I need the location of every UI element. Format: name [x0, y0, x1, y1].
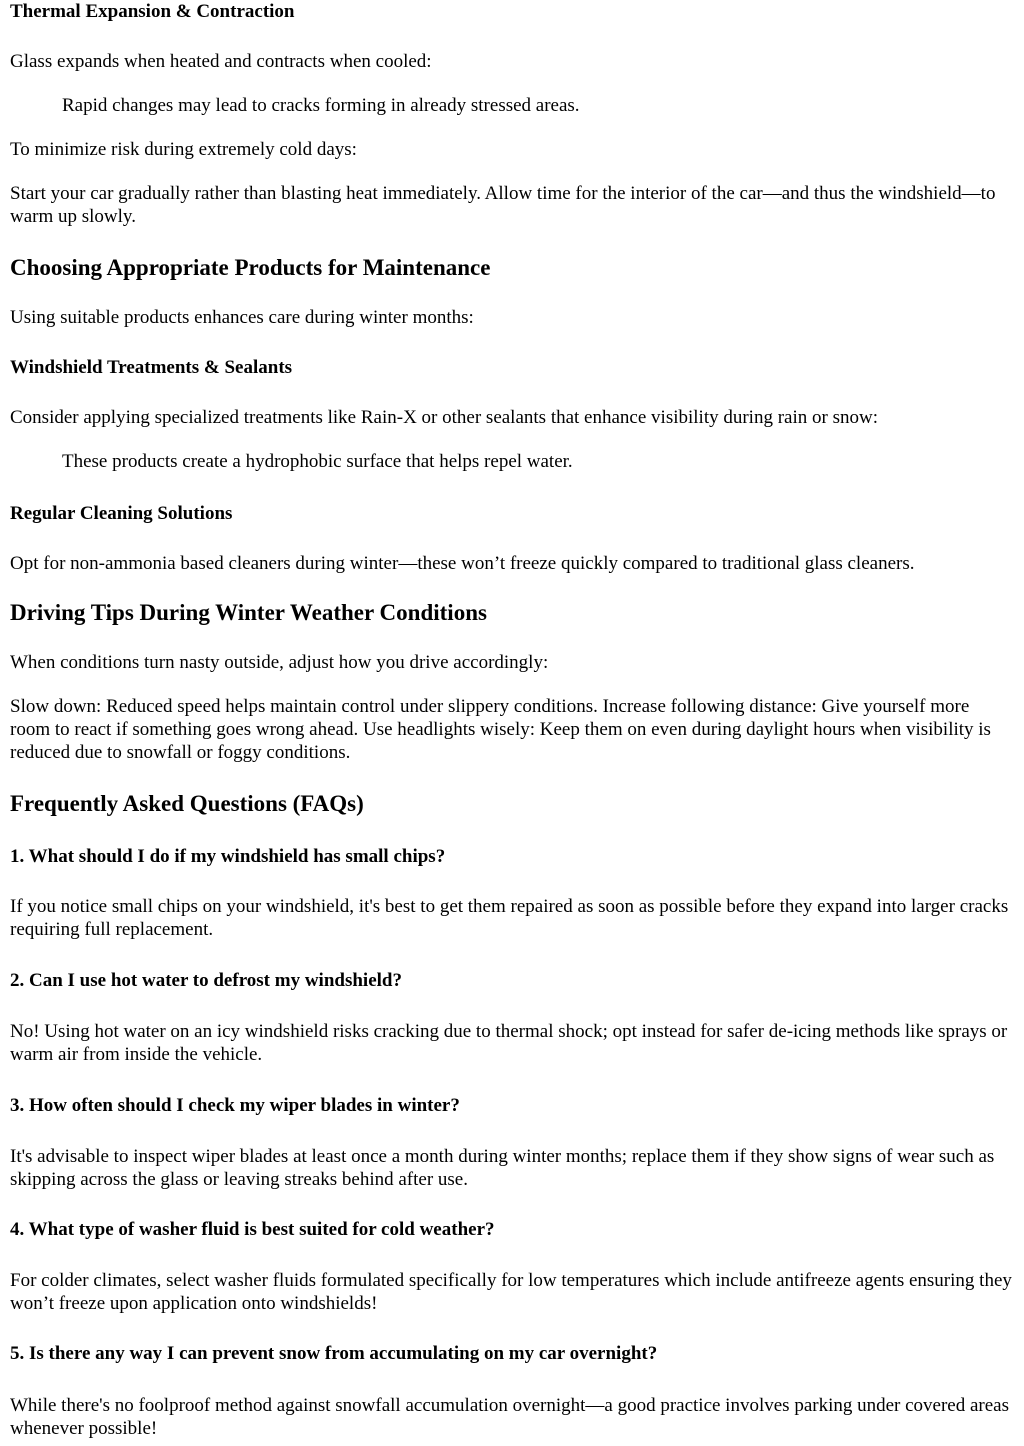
- faq-answer-1: If you notice small chips on your windshield, it's best to get them repaired as soon as possible before they expand into larger cracks requiring full replacement.: [10, 896, 1009, 940]
- paragraph-driving-intro: When conditions turn nasty outside, adjust how you drive accordingly:: [10, 652, 549, 673]
- faq-answer-3: It's advisable to inspect wiper blades at least once a month during winter months; replace them if they show signs of wear such as skipping across the glass or leaving streaks behind after use.: [10, 1146, 995, 1190]
- faq-answer-2: No! Using hot water on an icy windshield risks cracking due to thermal shock; opt instead for safer de-icing methods like sprays or warm air from inside the vehicle.: [10, 1021, 1008, 1065]
- faq-question-5: 5. Is there any way I can prevent snow from accumulating on my car overnight?: [10, 1343, 658, 1364]
- faq-question-4: 4. What type of washer fluid is best suited for cold weather?: [10, 1219, 495, 1240]
- heading-driving-tips: Driving Tips During Winter Weather Conditions: [10, 600, 487, 625]
- paragraph-products-intro: Using suitable products enhances care during winter months:: [10, 307, 474, 328]
- paragraph-risk-text: Start your car gradually rather than blasting heat immediately. Allow time for the interior of the car—and thus the windshield—to warm up slowly.: [10, 183, 996, 227]
- quote-hydrophobic: These products create a hydrophobic surface that helps repel water.: [62, 451, 573, 472]
- paragraph-risk-intro: To minimize risk during extremely cold days:: [10, 139, 357, 160]
- faq-answer-4: For colder climates, select washer fluids formulated specifically for low temperatures which include antifreeze agents ensuring they won’t freeze upon application onto windshields!: [10, 1270, 1012, 1314]
- heading-thermal-expansion: Thermal Expansion & Contraction: [10, 1, 295, 22]
- heading-cleaning-solutions: Regular Cleaning Solutions: [10, 503, 233, 524]
- paragraph-thermal-intro: Glass expands when heated and contracts when cooled:: [10, 51, 432, 72]
- faq-question-1: 1. What should I do if my windshield has small chips?: [10, 846, 446, 867]
- heading-choosing-products: Choosing Appropriate Products for Maintenance: [10, 255, 491, 280]
- paragraph-driving-tips: Slow down: Reduced speed helps maintain control under slippery conditions. Increase following distance: Give yourself more room to react if something goes wrong ahead. Use headlights wisely: Keep them on even during daylight hours when visibility is reduced due to snowfall or foggy conditions.: [10, 696, 991, 763]
- heading-faqs: Frequently Asked Questions (FAQs): [10, 791, 364, 816]
- faq-question-3: 3. How often should I check my wiper blades in winter?: [10, 1095, 460, 1116]
- heading-treatments-sealants: Windshield Treatments & Sealants: [10, 357, 293, 378]
- quote-rapid-changes: Rapid changes may lead to cracks forming in already stressed areas.: [62, 95, 580, 116]
- faq-question-2: 2. Can I use hot water to defrost my windshield?: [10, 970, 402, 991]
- faq-answer-5: While there's no foolproof method against snowfall accumulation overnight—a good practice involves parking under covered areas whenever possible!: [10, 1395, 1010, 1439]
- paragraph-cleaning: Opt for non-ammonia based cleaners during winter—these won’t freeze quickly compared to traditional glass cleaners.: [10, 553, 915, 574]
- paragraph-treatments: Consider applying specialized treatments like Rain-X or other sealants that enhance visibility during rain or snow:: [10, 407, 878, 428]
